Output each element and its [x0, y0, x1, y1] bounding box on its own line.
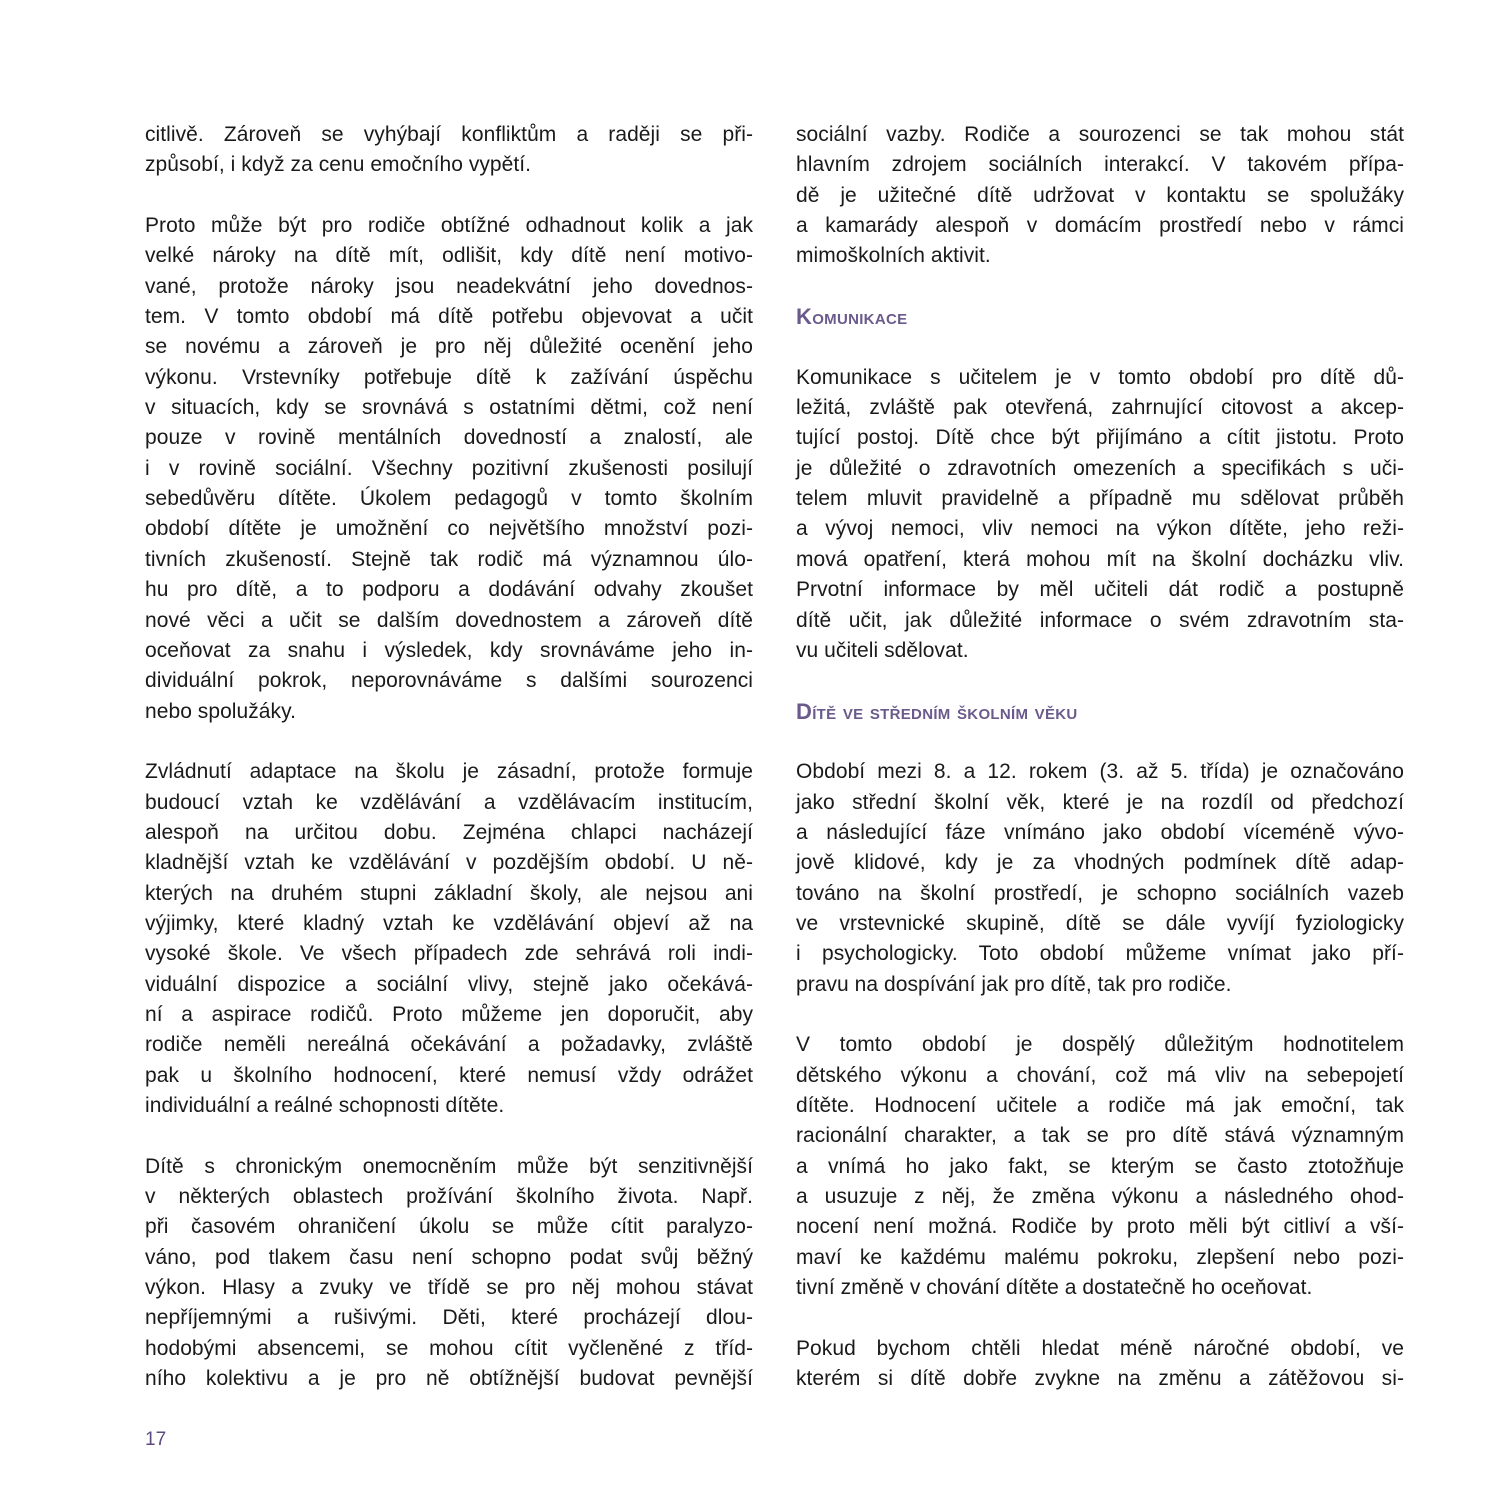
text-line: V tomto období je dospělý důležitým hodnotitelem — [796, 1033, 1404, 1057]
paragraph — [796, 757, 1404, 1000]
text-line: vané, protože nároky jsou neadekvátní jeho dovednos- — [145, 274, 753, 298]
text-line: Období mezi 8. a 12. rokem (3. až 5. třída) je označováno — [796, 760, 1404, 784]
text-line: továno na školní prostředí, je schopno sociálních vazeb — [796, 881, 1404, 905]
text-line: alespoň na určitou dobu. Zejména chlapci nacházejí — [145, 820, 753, 844]
text-line: i v rovině sociální. Všechny pozitivní zkušenosti posilují — [145, 456, 753, 480]
paragraph — [796, 1030, 1404, 1303]
paragraph — [796, 363, 1404, 666]
text-line: i psychologicky. Toto období můžeme vnímat jako pří- — [796, 942, 1404, 966]
paragraph — [145, 211, 753, 727]
text-line: velké nároky na dítě mít, odlišit, kdy dítě není motivo- — [145, 244, 753, 268]
text-line: kladnější vztah ke vzdělávání v pozdějším období. U ně- — [145, 851, 753, 875]
paragraph — [145, 120, 753, 181]
text-line: v některých oblastech prožívání školního života. Např. — [145, 1185, 753, 1209]
text-line: budoucí vztah ke vzdělávání a vzdělávacím institucím, — [145, 790, 753, 814]
text-line: dividuální pokrok, neporovnáváme s dalšími sourozenci — [145, 669, 753, 693]
text-line: období dítěte je umožnění co největšího množství pozi- — [145, 517, 753, 541]
text-line: pouze v rovině mentálních dovedností a znalostí, ale — [145, 426, 753, 450]
text-line: vu učiteli sdělovat. — [796, 638, 969, 662]
text-line: pak u školního hodnocení, které nemusí vždy odrážet — [145, 1063, 753, 1087]
text-line: ležitá, zvláště pak otevřená, zahrnující citovost a akcep- — [796, 396, 1404, 420]
paragraph — [796, 120, 1404, 272]
text-line: tem. V tomto období má dítě potřebu objevovat a učit — [145, 305, 753, 329]
text-line: tivních zkušeností. Stejně tak rodič má významnou úlo- — [145, 547, 753, 571]
text-line: sebedůvěru dítěte. Úkolem pedagogů v tomto školním — [145, 487, 753, 511]
text-line: racionální charakter, a tak se pro dítě stává významným — [796, 1124, 1404, 1148]
text-line: výkonu. Vrstevníky potřebuje dítě k zažívání úspěchu — [145, 365, 753, 389]
text-line: nebo spolužáky. — [145, 699, 296, 723]
text-line: hodobými absencemi, se mohou cítit vyčleněné z tříd- — [145, 1336, 753, 1360]
text-line: a usuzuje z něj, že změna výkonu a následného ohod- — [796, 1185, 1404, 1209]
text-line: nocení není možná. Rodiče by proto měli být citliví a vší- — [796, 1215, 1404, 1239]
text-line: nové věci a učit se dalším dovednostem a zároveň dítě — [145, 608, 753, 632]
text-line: jově klidové, kdy je za vhodných podmínek dítě adap- — [796, 851, 1404, 875]
text-line: dítěte. Hodnocení učitele a rodiče má jak emoční, tak — [796, 1094, 1404, 1117]
text-line: jako střední školní věk, které je na rozdíl od předchozí — [796, 790, 1404, 814]
paragraph — [145, 1152, 753, 1395]
text-line: Prvotní informace by měl učiteli dát rodič a postupně — [796, 578, 1404, 602]
text-line: ního kolektivu a je pro ně obtížnější budovat pevnější — [145, 1367, 753, 1391]
section-heading: Komunikace — [796, 304, 908, 330]
text-line: hlavním zdrojem sociálních interakcí. V takovém přípa- — [796, 153, 1404, 177]
paragraph — [796, 1334, 1404, 1395]
text-line: ve vrstevnické skupině, dítě se dále vyvíjí fyziologicky — [796, 911, 1404, 935]
text-line: při časovém ohraničení úkolu se může cítit paralyzo- — [145, 1215, 753, 1239]
text-line: Pokud bychom chtěli hledat méně náročné období, ve — [796, 1336, 1404, 1360]
text-line: maví ke každému malému pokroku, zlepšení nebo pozi- — [796, 1245, 1404, 1269]
text-line: kterém si dítě dobře zvykne na změnu a zátěžovou si- — [796, 1367, 1404, 1391]
text-line: ní a aspirace rodičů. Proto můžeme jen doporučit, aby — [145, 1002, 753, 1026]
text-line: a vývoj nemoci, vliv nemoci na výkon dítěte, jeho reži- — [796, 517, 1404, 541]
text-line: hu pro dítě, a to podporu a dodávání odvahy zkoušet — [145, 578, 753, 602]
text-line: dětského výkonu a chování, což má vliv na sebepojetí — [796, 1063, 1404, 1087]
text-line: sociální vazby. Rodiče a sourozenci se tak mohou stát — [796, 123, 1404, 146]
text-line: je důležité o zdravotních omezeních a specifikách s uči- — [796, 456, 1404, 480]
paragraph — [145, 757, 753, 1121]
text-line: a kamarády alespoň v domácím prostředí nebo v rámci — [796, 214, 1404, 238]
text-line: se novému a zároveň je pro něj důležité ocenění jeho — [145, 335, 753, 359]
text-line: dítě učit, jak důležité informace o svém zdravotním sta- — [796, 608, 1404, 632]
text-line: Komunikace s učitelem je v tomto období pro dítě dů- — [796, 365, 1404, 389]
text-line: výkon. Hlasy a zvuky ve třídě se pro něj mohou stávat — [145, 1276, 753, 1300]
text-line: dě je užitečné dítě udržovat v kontaktu se spolužáky — [796, 183, 1404, 207]
text-line: individuální a reálné schopnosti dítěte. — [145, 1094, 505, 1117]
left-column — [145, 120, 753, 1425]
right-column — [796, 120, 1404, 1425]
text-line: mimoškolních aktivit. — [796, 244, 991, 268]
text-line: mová opatření, která mohou mít na školní docházku vliv. — [796, 547, 1404, 571]
text-line: výjimky, které kladný vztah ke vzdělávání objeví až na — [145, 911, 753, 935]
text-line: v situacích, kdy se srovnává s ostatními dětmi, což není — [145, 396, 753, 420]
text-line: váno, pod tlakem času není schopno podat svůj běžný — [145, 1245, 753, 1269]
text-line: nepříjemnými a rušivými. Děti, které procházejí dlou- — [145, 1306, 753, 1330]
text-line: rodiče neměli nereálná očekávání a požadavky, zvláště — [145, 1033, 753, 1057]
text-line: kterých na druhém stupni základní školy, ale nejsou ani — [145, 881, 753, 905]
text-line: tující postoj. Dítě chce být přijímáno a cítit jistotu. Proto — [796, 426, 1404, 450]
text-line: Dítě s chronickým onemocněním může být senzitivnější — [145, 1154, 753, 1178]
text-line: vysoké škole. Ve všech případech zde sehrává roli indi- — [145, 942, 753, 966]
text-line: Proto může být pro rodiče obtížné odhadnout kolik a jak — [145, 214, 753, 238]
text-line: způsobí, i když za cenu emočního vypětí. — [145, 153, 532, 177]
section-heading: Dítě ve středním školním věku — [796, 698, 1078, 724]
text-line: citlivě. Zároveň se vyhýbají konfliktům a raději se při- — [145, 123, 753, 146]
text-line: tivní změně v chování dítěte a dostatečně ho oceňovat. — [796, 1276, 1313, 1300]
page-number: 17 — [145, 1429, 167, 1450]
text-line: pravu na dospívání jak pro dítě, tak pro rodiče. — [796, 972, 1232, 996]
text-line: oceňovat za snahu i výsledek, kdy srovnáváme jeho in- — [145, 638, 753, 662]
text-line: a vnímá ho jako fakt, se kterým se často ztotožňuje — [796, 1154, 1404, 1178]
text-line: Zvládnutí adaptace na školu je zásadní, protože formuje — [145, 760, 753, 784]
text-line: viduální dispozice a sociální vlivy, stejně jako očekává- — [145, 972, 753, 996]
text-line: a následující fáze vnímáno jako období víceméně vývo- — [796, 820, 1404, 844]
text-line: telem mluvit pravidelně a případně mu sdělovat průběh — [796, 487, 1404, 511]
